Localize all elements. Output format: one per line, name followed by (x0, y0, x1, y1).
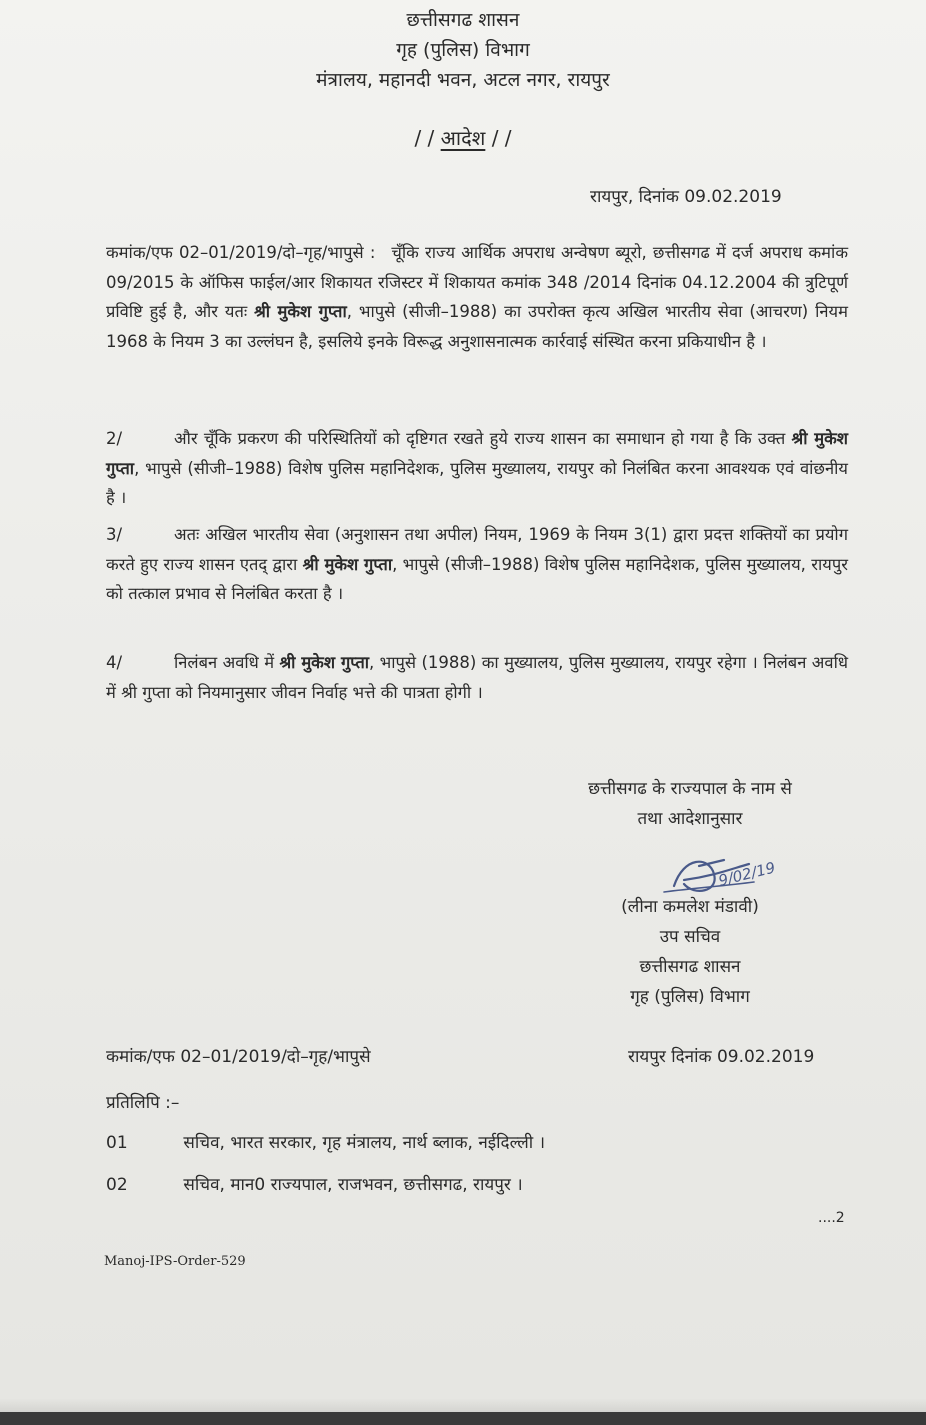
signatory-designation: उप सचिव (659, 927, 721, 947)
paragraph-2 (106, 424, 848, 513)
header-government: छत्तीसगढ शासन (406, 9, 520, 31)
copy-item (106, 1172, 523, 1195)
paragraph-2-text-b: , भापुसे (सीजी–1988) विशेष पुलिस महानिदेशक, पुलिस मुख्यालय, रायपुर को निलंबित करना आवश्यक एवं वांछनीय है । (106, 458, 848, 507)
paragraph-4 (106, 648, 848, 707)
paragraph-2-text-a: और चूँकि प्रकरण की परिस्थितियों को दृष्टिगत रखते हुये राज्य शासन का समाधान हो गया है कि उक्त (174, 429, 786, 448)
header-address: मंत्रालय, महानदी भवन, अटल नगर, रायपुर (316, 69, 610, 91)
copy-item-number: 01 (106, 1133, 128, 1153)
signatory-government: छत्तीसगढ शासन (639, 957, 741, 977)
paragraph-1 (106, 238, 848, 356)
order-slashes-left: / / (414, 126, 435, 150)
authority-line-1: छत्तीसगढ के राज्यपाल के नाम से (588, 779, 792, 799)
page-continuation-marker: ....2 (818, 1210, 845, 1226)
officer-name: श्री मुकेश गुप्ता (279, 653, 370, 672)
paragraph-4-text-a: निलंबन अवधि में (174, 653, 275, 672)
paragraph-1-text-a: चूँकि राज्य आर्थिक अपराध अन्वेषण ब्यूरो, छत्तीसगढ में दर्ज अपराध कमांक 09/2015 के ऑफिस फाईल/आर शिकायत रजिस्टर में शिकायत कमांक 348 /2014 दिनांक 04.12.2004 की त्रुटिपूर्ण प्रविष्टि हुई है, और यतः (106, 243, 848, 321)
endorsement-date: रायपुर दिनांक 09.02.2019 (628, 1047, 815, 1067)
paragraph-number: 3/ (106, 525, 123, 544)
authority-line-2: तथा आदेशानुसार (637, 809, 743, 829)
copy-item (106, 1130, 545, 1153)
signatory-department: गृह (पुलिस) विभाग (630, 987, 750, 1007)
endorsement-reference: कमांक/एफ 02–01/2019/दो–गृह/भापुसे (106, 1047, 371, 1067)
footer-code: Manoj-IPS-Order-529 (104, 1254, 246, 1269)
paragraph-number: 2/ (106, 429, 123, 448)
officer-name: श्री मुकेश गुप्ता (302, 554, 393, 574)
copy-to-label: प्रतिलिपि :– (106, 1093, 180, 1113)
copy-item-text: सचिव, भारत सरकार, गृह मंत्रालय, नार्थ ब्लाक, नईदिल्ली । (183, 1133, 546, 1153)
order-title-text: आदेश (440, 126, 486, 150)
copy-item-number: 02 (106, 1175, 128, 1195)
paragraph-4-text-b: , भापुसे (1988) का मुख्यालय, पुलिस मुख्यालय, रायपुर रहेगा । निलंबन अवधि में श्री गुप्ता को नियमानुसार जीवन निर्वाह भत्ते की पात्रता होगी । (106, 653, 848, 702)
paragraph-3-text-a: अतः अखिल भारतीय सेवा (अनुशासन तथा अपील) नियम, 1969 के नियम 3(1) द्वारा प्रदत्त शक्तियों का प्रयोग करते हुए राज्य शासन एतद् द्वारा (106, 525, 848, 574)
officer-name: श्री मुकेश गुप्ता (254, 302, 347, 321)
paragraph-number: 4/ (106, 653, 123, 672)
order-reference: कमांक/एफ 02–01/2019/दो–गृह/भापुसे : (106, 243, 376, 262)
copy-item-text: सचिव, मान0 राज्यपाल, राजभवन, छत्तीसगढ, रायपुर । (183, 1175, 523, 1195)
header-department: गृह (पुलिस) विभाग (396, 39, 530, 61)
paragraph-3 (106, 520, 848, 609)
order-date: रायपुर, दिनांक 09.02.2019 (590, 187, 782, 207)
signatory-name: (लीना कमलेश मंडावी) (621, 897, 759, 917)
order-slashes-right: / / (491, 126, 512, 150)
order-title (0, 124, 926, 151)
signature-date: 9/02/19 (716, 858, 778, 890)
paragraph-1-text-b: , भापुसे (सीजी–1988) का उपरोक्त कृत्य अखिल भारतीय सेवा (आचरण) नियम 1968 के नियम 3 का उल्लंघन है, इसलिये इनके विरूद्ध अनुशासनात्मक कार्रवाई संस्थित करना प्रकियाधीन है । (106, 302, 848, 351)
officer-name: श्री मुकेश गुप्ता (106, 429, 848, 478)
paragraph-3-text-b: , भापुसे (सीजी–1988) विशेष पुलिस महानिदेशक, पुलिस मुख्यालय, रायपुर को तत्काल प्रभाव से निलंबित करता है । (106, 554, 848, 603)
